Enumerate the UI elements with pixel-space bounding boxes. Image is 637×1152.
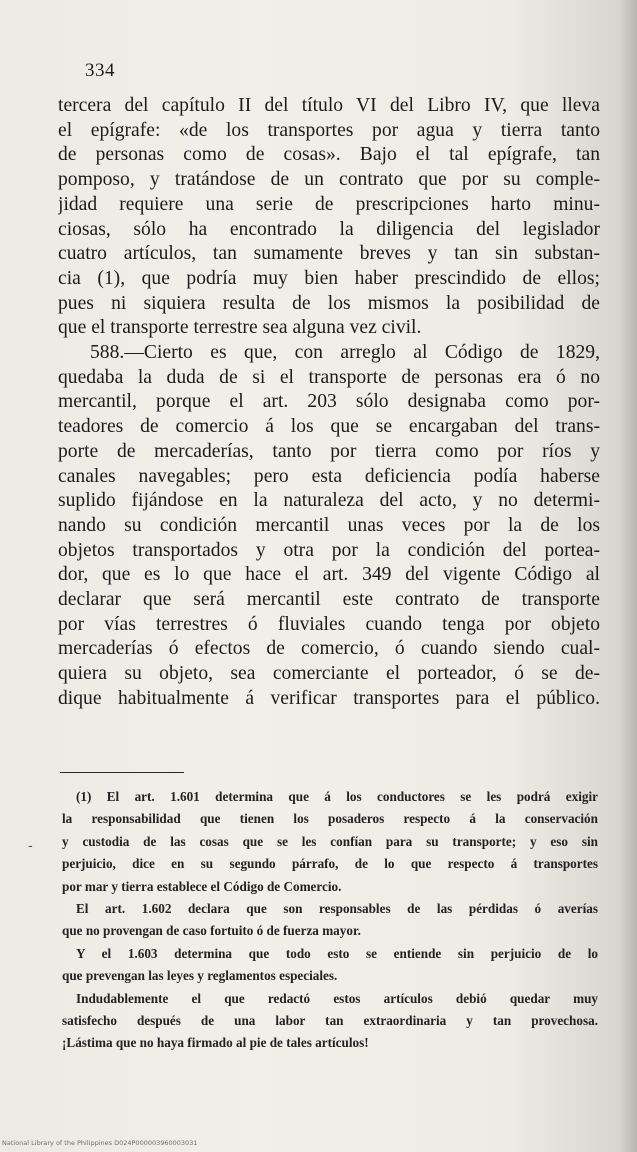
text-line: dique habitualmente á verificar transportes para el público.	[58, 687, 600, 709]
footnote-line: satisfecho después de una labor tan extraordinaria y tan provechosa.	[62, 1013, 598, 1029]
text-line: pomposo, y tratándose de un contrato que por su comple-	[58, 169, 600, 191]
main-text	[58, 94, 600, 712]
footnote-line: que prevengan las leyes y reglamentos especiales.	[62, 968, 338, 984]
text-line: pues ni siquiera resulta de los mismos la posibilidad de	[58, 292, 600, 314]
footnote-line: Y el 1.603 determina que todo esto se entiende sin perjuicio de lo	[76, 945, 598, 961]
text-line: cia (1), que podría muy bien haber prescindido de ellos;	[58, 267, 600, 289]
text-line: por vías terrestres ó fluviales cuando tenga por objeto	[58, 613, 600, 635]
margin-mark: -	[28, 838, 33, 854]
text-line: mercaderías ó efectos de comercio, ó cuando siendo cual-	[58, 638, 600, 660]
text-line: nando su condición mercantil unas veces por la de los	[58, 514, 600, 536]
footnote-line: por mar y tierra establece el Código de Comercio.	[62, 878, 342, 894]
footnote-divider	[60, 772, 184, 773]
footnote-line: perjuicio, dice en su segundo párrafo, de lo que respecto á transportes	[62, 856, 598, 872]
text-line: quedaba la duda de si el transporte de personas era ó no	[58, 366, 600, 388]
footnote-line: y custodia de las cosas que se les confían para su transporte; y eso sin	[62, 833, 598, 849]
library-footer: National Library of the Philippines D024P000003960003031	[2, 1139, 198, 1147]
text-line: objetos transportados y otra por la condición del portea-	[58, 539, 600, 561]
footnote-line: ¡Lástima que no haya firmado al pie de tales artículos!	[62, 1035, 369, 1051]
text-line: canales navegables; pero esta deficiencia podía haberse	[58, 465, 600, 487]
text-line: dor, que es lo que hace el art. 349 del vigente Código al	[58, 564, 600, 586]
text-line: que el transporte terrestre sea alguna vez civil.	[58, 317, 422, 339]
page-number: 334	[85, 60, 115, 81]
footnote-line: que no provengan de caso fortuito ó de fuerza mayor.	[62, 923, 361, 939]
text-line: mercantil, porque el art. 203 sólo designaba como por-	[58, 391, 600, 413]
text-line: teadores de comercio á los que se encargaban del trans-	[58, 416, 600, 438]
footnote-line: Indudablemente el que redactó estos artículos debió quedar muy	[76, 990, 598, 1006]
footnote-line: El art. 1.602 declara que son responsables de las pérdidas ó averías	[76, 901, 598, 917]
text-line: cuatro artículos, tan sumamente breves y tan sin substan-	[58, 243, 600, 265]
text-line: jidad requiere una serie de prescripciones harto minu-	[58, 193, 600, 215]
text-line: el epígrafe: «de los transportes por agua y tierra tanto	[58, 119, 600, 141]
footnote-line: (1) El art. 1.601 determina que á los conductores se les podrá exigir	[76, 789, 598, 804]
text-line: ciosas, sólo ha encontrado la diligencia del legislador	[58, 218, 600, 240]
text-line: quiera su objeto, sea comerciante el porteador, ó se de-	[58, 663, 600, 685]
footnote-line: la responsabilidad que tienen los posaderos respecto á la conservación	[62, 811, 598, 827]
text-line: declarar que será mercantil este contrato de transporte	[58, 589, 600, 611]
text-line: suplido fijándose en la naturaleza del acto, y no determi-	[58, 490, 600, 512]
text-line: de personas como de cosas». Bajo el tal epígrafe, tan	[58, 144, 600, 166]
text-line: 588.—Cierto es que, con arreglo al Código de 1829,	[90, 342, 600, 364]
footnotes	[62, 786, 598, 1055]
text-line: tercera del capítulo II del título VI del Libro IV, que lleva	[58, 95, 600, 116]
text-line: porte de mercaderías, tanto por tierra como por ríos y	[58, 440, 600, 462]
